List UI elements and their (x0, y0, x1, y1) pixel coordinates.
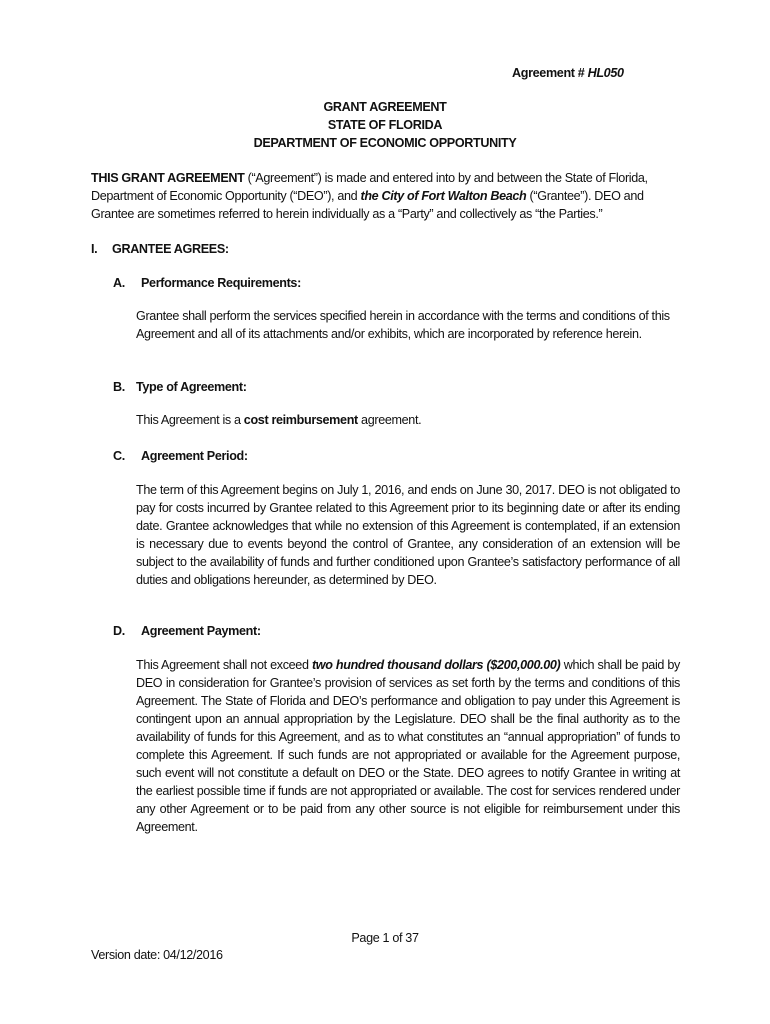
section-1-number: I. (91, 242, 98, 256)
subsection-d-number: D. (113, 624, 125, 638)
subsection-b-title: Type of Agreement: (136, 380, 247, 394)
intro-part-1: (“Agreement”) is made and entered into by and between the State of Florida, Department of Economic Opportunity (“DEO”), and (91, 171, 648, 203)
subsection-b-number: B. (113, 380, 125, 394)
subsection-a-title: Performance Requirements: (141, 276, 301, 290)
subsection-d-text-post: which shall be paid by DEO in consideration for Grantee’s provision of services as set forth by the terms and conditions of this Agreement. The State of Florida and DEO’s performance and obligation to pay under this Agreement is contingent upon an annual appropriation by the Legislature. DEO shall be the final authority as to the availability of funds for this Agreement, and as to what constitutes an “annual appropriation” of funds to complete this Agreement. If such funds are not appropriated or available for the Agreement purpose, such event will not constitute a default on DEO or the State. DEO agrees to notify Grantee in writing at the earliest possible time if funds are not appropriated or available. The cost for services rendered under any other Agreement or to be paid from any other source is not eligible for reimbursement under this Agreement. (136, 658, 680, 834)
subsection-d-title: Agreement Payment: (141, 624, 261, 638)
title-line-3: DEPARTMENT OF ECONOMIC OPPORTUNITY (253, 136, 517, 150)
intro-lead: THIS GRANT AGREEMENT (91, 171, 245, 185)
subsection-b-text-pre: This Agreement is a (136, 413, 244, 427)
version-date: Version date: 04/12/2016 (91, 948, 223, 962)
title-line-2: STATE OF FLORIDA (327, 118, 443, 132)
subsection-c-text: The term of this Agreement begins on July 1, 2016, and ends on June 30, 2017. DEO is not obligated to pay for costs incurred by Grantee related to this Agreement prior to its beginning date or after its ending date. Grantee acknowledges that while no extension of this Agreement is contemplated, if an extension is necessary due to events beyond the control of Grantee, any consideration of an extension will be subject to the availability of funds and further conditioned upon Grantee’s satisfactory performance of all duties and obligations hereunder, as determined by DEO. (136, 483, 680, 587)
subsection-d-text-pre: This Agreement shall not exceed (136, 658, 312, 672)
agreement-number-value: HL050 (587, 66, 624, 80)
subsection-c-number: C. (113, 449, 125, 463)
agreement-number (512, 64, 712, 82)
subsection-b-text-bold: cost reimbursement (243, 413, 358, 427)
agreement-number-label: Agreement # (512, 66, 588, 80)
page-number: Page 1 of 37 (351, 931, 419, 945)
subsection-b-text-post: agreement. (357, 413, 422, 427)
subsection-b-text (136, 411, 680, 429)
title-line-1: GRANT AGREEMENT (323, 100, 447, 114)
subsection-a-number: A. (113, 276, 125, 290)
subsection-a-text: Grantee shall perform the services specified herein in accordance with the terms and conditions of this Agreement and all of its attachments and/or exhibits, which are incorporated by reference herein. (136, 309, 670, 341)
intro-part-2: (“Grantee”). DEO and Grantee are sometimes referred to herein individually as a “Party” and collectively as “the Parties.” (91, 189, 644, 221)
intro-grantee-name: the City of Fort Walton Beach (360, 189, 527, 203)
subsection-c-title: Agreement Period: (141, 449, 248, 463)
intro-paragraph (91, 169, 683, 223)
subsection-d-text (136, 656, 680, 836)
subsection-d-text-bold: two hundred thousand dollars ($200,000.00) (311, 658, 561, 672)
section-1-title: GRANTEE AGREES: (112, 242, 229, 256)
